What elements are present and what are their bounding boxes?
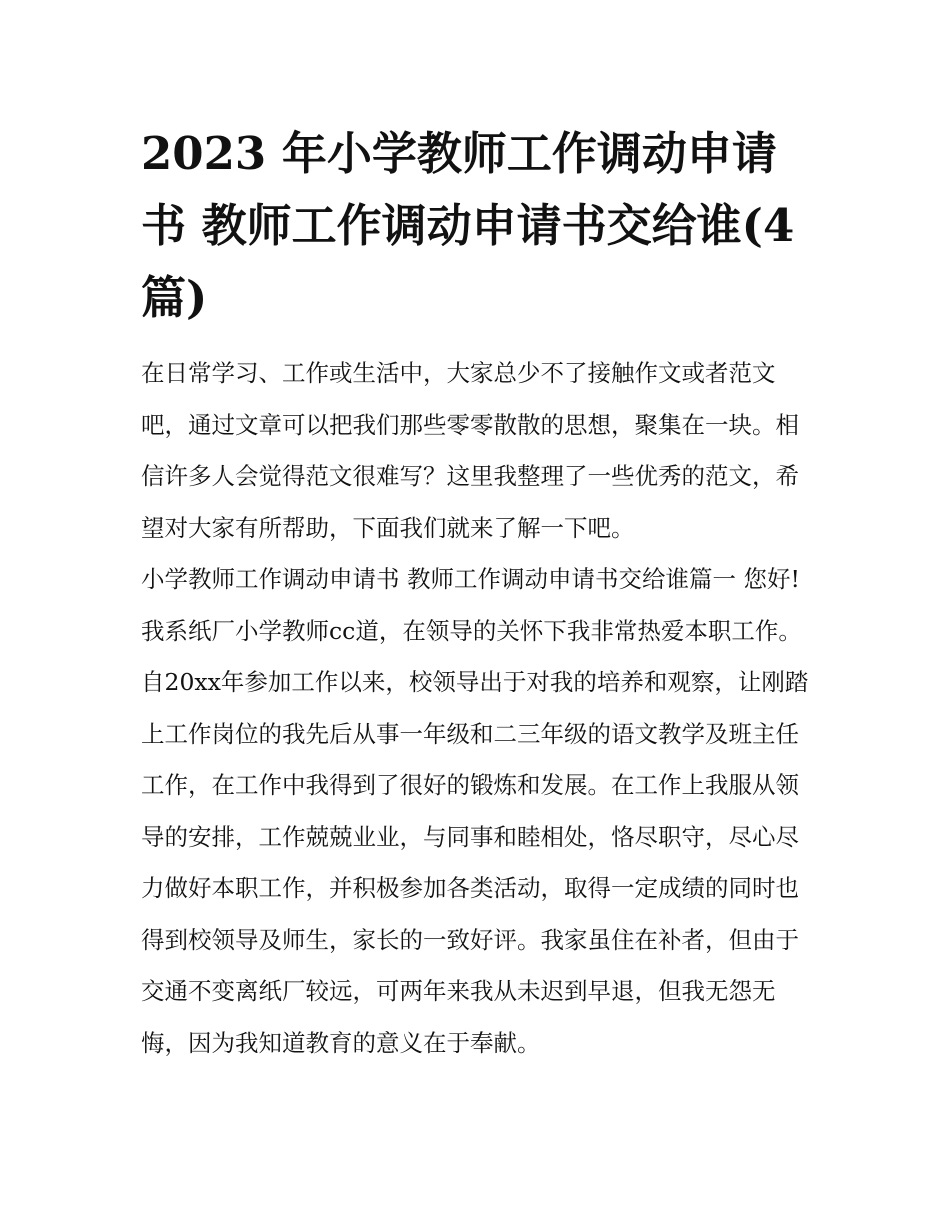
document-content	[141, 118, 813, 1069]
paragraph-letter-heading: 小学教师工作调动申请书 教师工作调动申请书交给谁篇一 您好!	[141, 565, 800, 593]
document-title: 2023 年小学教师工作调动申请书 教师工作调动申请书交给谁(4 篇)	[141, 127, 795, 324]
paragraph-letter-body: 我系纸厂小学教师cc道，在领导的关怀下我非常热爱本职工作。自20xx年参加工作以来，校领导出于对我的培养和观察，让刚踏上工作岗位的我先后从事一年级和二三年级的语文教学及班主任工作，在工作中我得到了很好的锻炼和发展。在工作上我服从领导的安排，工作兢兢业业，与同事和睦相处，恪尽职守，尽心尽力做好本职工作，并积极参加各类活动，取得一定成绩的同时也得到校领导及师生，家长的一致好评。我家虽住在补者，但由于交通不变离纸厂较远，可两年来我从未迟到早退，但我无怨无悔，因为我知道教育的意义在于奉献。	[141, 616, 809, 1057]
document-body	[141, 348, 813, 1069]
paragraph-intro: 在日常学习、工作或生活中，大家总少不了接触作文或者范文吧，通过文章可以把我们那些零零散散的思想，聚集在一块。相信许多人会觉得范文很难写？这里我整理了一些优秀的范文，希望对大家有所帮助，下面我们就来了解一下吧。	[141, 359, 799, 542]
